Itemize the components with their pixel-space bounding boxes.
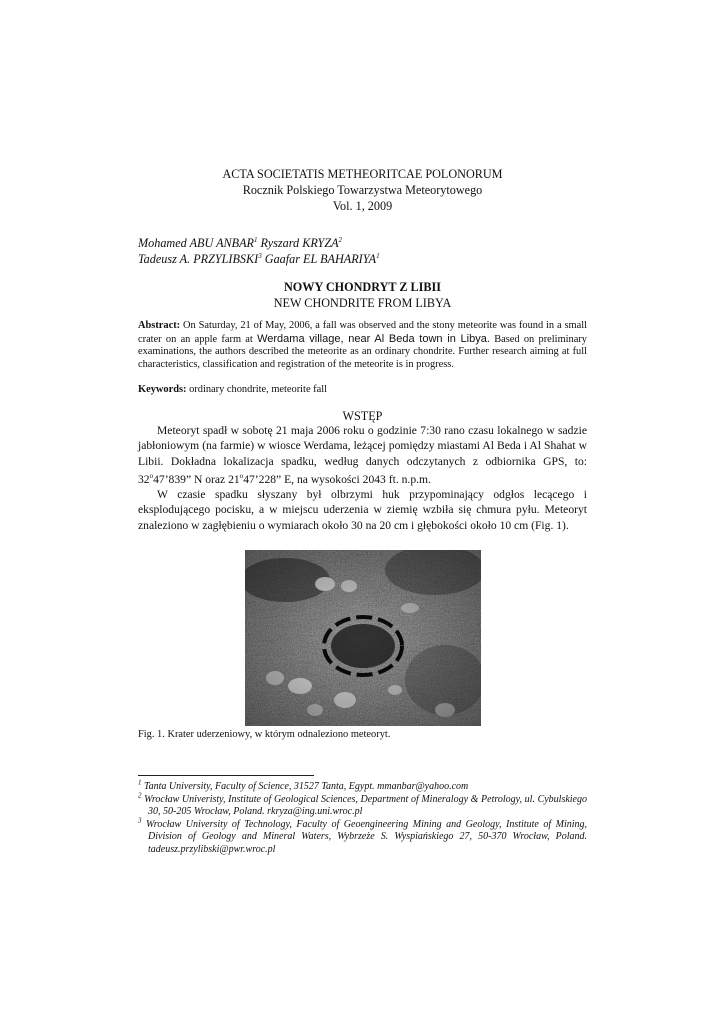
degree-mark: o [239, 471, 244, 480]
author-affiliation: 2 [338, 235, 343, 244]
footnote-2 [138, 791, 587, 819]
author-line-2 [138, 251, 587, 267]
section-heading: WSTĘP [342, 409, 383, 423]
footnote-number: 3 [138, 816, 142, 825]
paragraph-1-altitude: 47’228” E, na wysokości 2043 ft. n.p.m. [243, 472, 431, 486]
body-text [138, 423, 587, 533]
paragraph-2: W czasie spadku słyszany był olbrzymi huk przypominający odgłos lecącego i eksplodującego pocisku, a w miejscu uderzenia w ziemię wzbiła się chmura pyłu. Meteoryt znaleziono w zagłębieniu o wymiarach około 30 na 20 cm i głębokości około 10 cm (Fig. 1). [138, 488, 587, 532]
journal-subtitle: Rocznik Polskiego Towarzystwa Meteorytowego [242, 183, 483, 197]
crater-photo-image [245, 550, 481, 726]
author-name: Gaafar EL BAHARIYA [264, 252, 377, 266]
keywords [138, 383, 587, 396]
author-list [138, 235, 587, 267]
author-name: Tadeusz A. PRZYLIBSKI [138, 252, 259, 266]
keywords-text: ordinary chondrite, meteorite fall [189, 384, 328, 395]
footnote-text: Tanta University, Faculty of Science, 31527 Tanta, Egypt. mmanbar@yahoo.com [144, 781, 469, 792]
footnote-text: Wrocław Univeristy, Institute of Geological Sciences, Department of Mineralogy & Petrology, ul. Cybulskiego 30, 50-205 Wrocław, Poland. rkryza@ing.uni.wroc.pl [144, 793, 587, 817]
footnote-1 [138, 778, 587, 794]
footnotes [138, 778, 588, 856]
keywords-label: Keywords: [138, 384, 187, 395]
footnote-divider [138, 775, 314, 776]
abstract-label: Abstract: [138, 320, 181, 331]
abstract [138, 320, 587, 371]
abstract-text-continued: Based on preliminary examinations, the authors described the meteorite as an ordinary chondrite. Further research aiming at full characteristics, classification and registration of the meteorite is in progress. [138, 333, 587, 370]
author-name: Ryszard KRYZA [260, 236, 339, 250]
title-english: NEW CHONDRITE FROM LIBYA [273, 296, 452, 310]
author-affiliation: 1 [376, 251, 380, 260]
author-affiliation: 1 [254, 235, 258, 244]
figure-caption: Fig. 1. Krater uderzeniowy, w którym odnaleziono meteoryt. [138, 729, 391, 740]
journal-name: ACTA SOCIETATIS METHEORITCAE POLONORUM [222, 167, 503, 181]
footnote-number: 1 [138, 778, 142, 787]
abstract-text: On Saturday, 21 of May, 2006, a fall was observed and the stony meteorite was found in a small crater on an apple farm at [138, 320, 587, 345]
author-affiliation: 3 [258, 251, 262, 260]
journal-volume: Vol. 1, 2009 [332, 199, 393, 213]
abstract-place: Werdama village, near Al Beda town in Libya. [257, 332, 490, 345]
paragraph-1-coordinate: 47’839” N oraz 21 [153, 472, 240, 486]
footnote-number: 2 [138, 791, 142, 800]
author-name: Mohamed ABU ANBAR [138, 236, 254, 250]
degree-mark: o [149, 471, 154, 480]
paragraph-1 [138, 423, 587, 487]
footnote-3 [138, 816, 588, 857]
paragraph-1-text: Meteoryt spadł w sobotę 21 maja 2006 roku o godzinie 7:30 rano czasu lokalnego w sadzie jabłoniowym (na farmie) w wiosce Werdama, leżącej pomiędzy miastami Al Beda i Al Shahat w Libii. Dokładna lokalizacja spadku, według danych odczytanych z odbiornika GPS, to: 32 [138, 424, 587, 486]
footnote-text: Wrocław University of Technology, Faculty of Geoengineering Mining and Geology, Institute of Mining, Division of Geology and Mineral Waters, Wybrzeże S. Wyspiańskiego 27, 50-370 Wrocław, Poland. tadeusz.przylibski@pwr.wroc.pl [146, 818, 588, 855]
paper-title [138, 279, 587, 311]
journal-header [138, 166, 587, 214]
author-line-1 [138, 235, 587, 251]
crater-photo [245, 550, 481, 726]
title-polish: NOWY CHONDRYT Z LIBII [283, 280, 442, 294]
